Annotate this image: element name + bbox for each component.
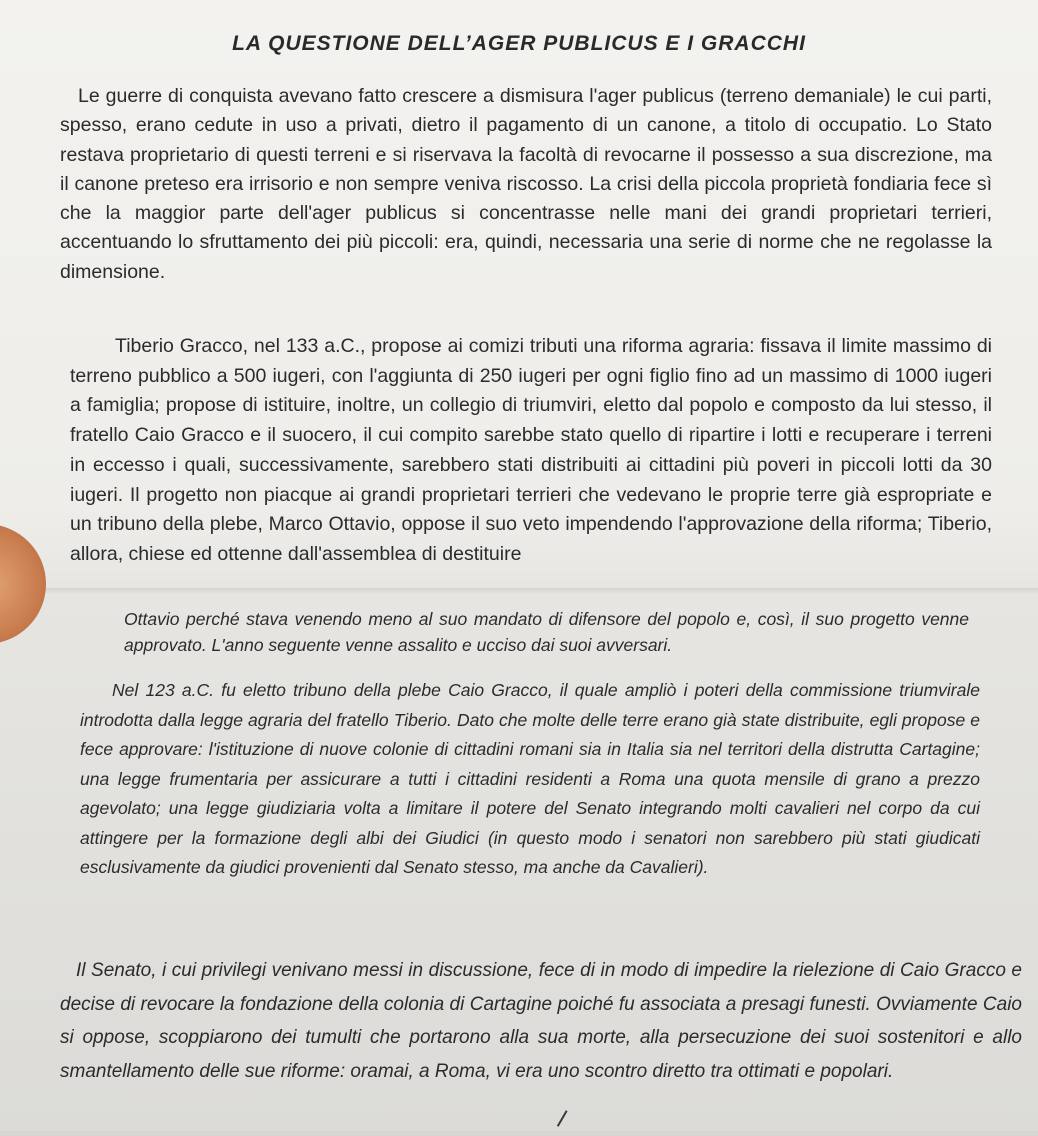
- paragraph-ottavio: Ottavio perché stava venendo meno al suo mandato di difensore del popolo e, così, il suo progetto venne approvato. L'anno seguente venne assalito e ucciso dai suoi avversari.: [124, 609, 969, 655]
- paragraph-caio-gracco: Nel 123 a.C. fu eletto tribuno della plebe Caio Gracco, il quale ampliò i poteri della commissione triumvirale introdotta dalla legge agraria del fratello Tiberio. Dato che molte delle terre erano già state distribuite, egli propose e fece approvare: l'istituzione di nuove colonie di cittadini romani sia in Italia sia nel territori della distrutta Cartagine; una legge frumentaria per assicurare a tutti i cittadini residenti a Roma una quota mensile di grano a prezzo agevolato; una legge giudiziaria volta a limitare il potere del Senato integrando molti cavalieri nel corpo da cui attingere per la formazione degli albi dei Giudici (in questo modo i senatori non sarebbero più stati giudicati esclusivamente da giudici provenienti dal Senato stesso, ma anche da Cavalieri).: [80, 680, 980, 877]
- paragraph-tiberio-gracco: Tiberio Gracco, nel 133 a.C., propose ai comizi tributi una riforma agraria: fissava il limite massimo di terreno pubblico a 500 iugeri, con l'aggiunta di 250 iugeri per ogni figlio fino ad un massimo di 1000 iugeri a famiglia; propose di istituire, inoltre, un collegio di triumviri, eletto dal popolo e composto da lui stesso, il fratello Caio Gracco e il suocero, il cui compito sarebbe stato quello di ripartire i lotti e recuperare i terreni in eccesso i quali, successivamente, sarebbero stati distribuiti ai cittadini più poveri in piccoli lotti da 30 iugeri. Il progetto non piacque ai grandi proprietari terrieri che vedevano le proprie terre già espropriate e un tribuno della plebe, Marco Ottavio, oppose il suo veto impendendo l'approvazione della riforma; Tiberio, allora, chiese ed ottenne dall'assemblea di destituire: [70, 335, 992, 565]
- paragraph-ager-publicus: Le guerre di conquista avevano fatto crescere a dismisura l'ager publicus (terreno demaniale) le cui parti, spesso, erano cedute in uso a privati, dietro il pagamento di un canone, a titolo di occupatio. Lo Stato restava proprietario di questi terreni e si riservava la facoltà di revocarne il possesso a sua discrezione, ma il canone preteso era irrisorio e non sempre veniva riscosso. La crisi della piccola proprietà fondiaria fece sì che la maggior parte dell'ager publicus si concentrasse nelle mani dei grandi proprietari terrieri, accentuando lo sfruttamento dei più piccoli: era, quindi, necessaria una serie di norme che ne regolasse la dimensione.: [60, 85, 992, 283]
- paragraph-senato: Il Senato, i cui privilegi venivano messi in discussione, fece di in modo di impedire la rielezione di Caio Gracco e decise di revocare la fondazione della colonia di Cartagine poiché fu associata a presagi funesti. Ovviamente Caio si oppose, scoppiarono dei tumulti che portarono alla sua morte, alla persecuzione dei suoi sostenitori e allo smantellamento delle sue riforme: oramai, a Roma, vi era uno scontro diretto tra ottimati e popolari.: [60, 960, 1022, 1082]
- paper-fold-shadow: [0, 588, 1038, 594]
- document-title: LA QUESTIONE DELL’AGER PUBLICUS E I GRACCHI: [232, 32, 806, 56]
